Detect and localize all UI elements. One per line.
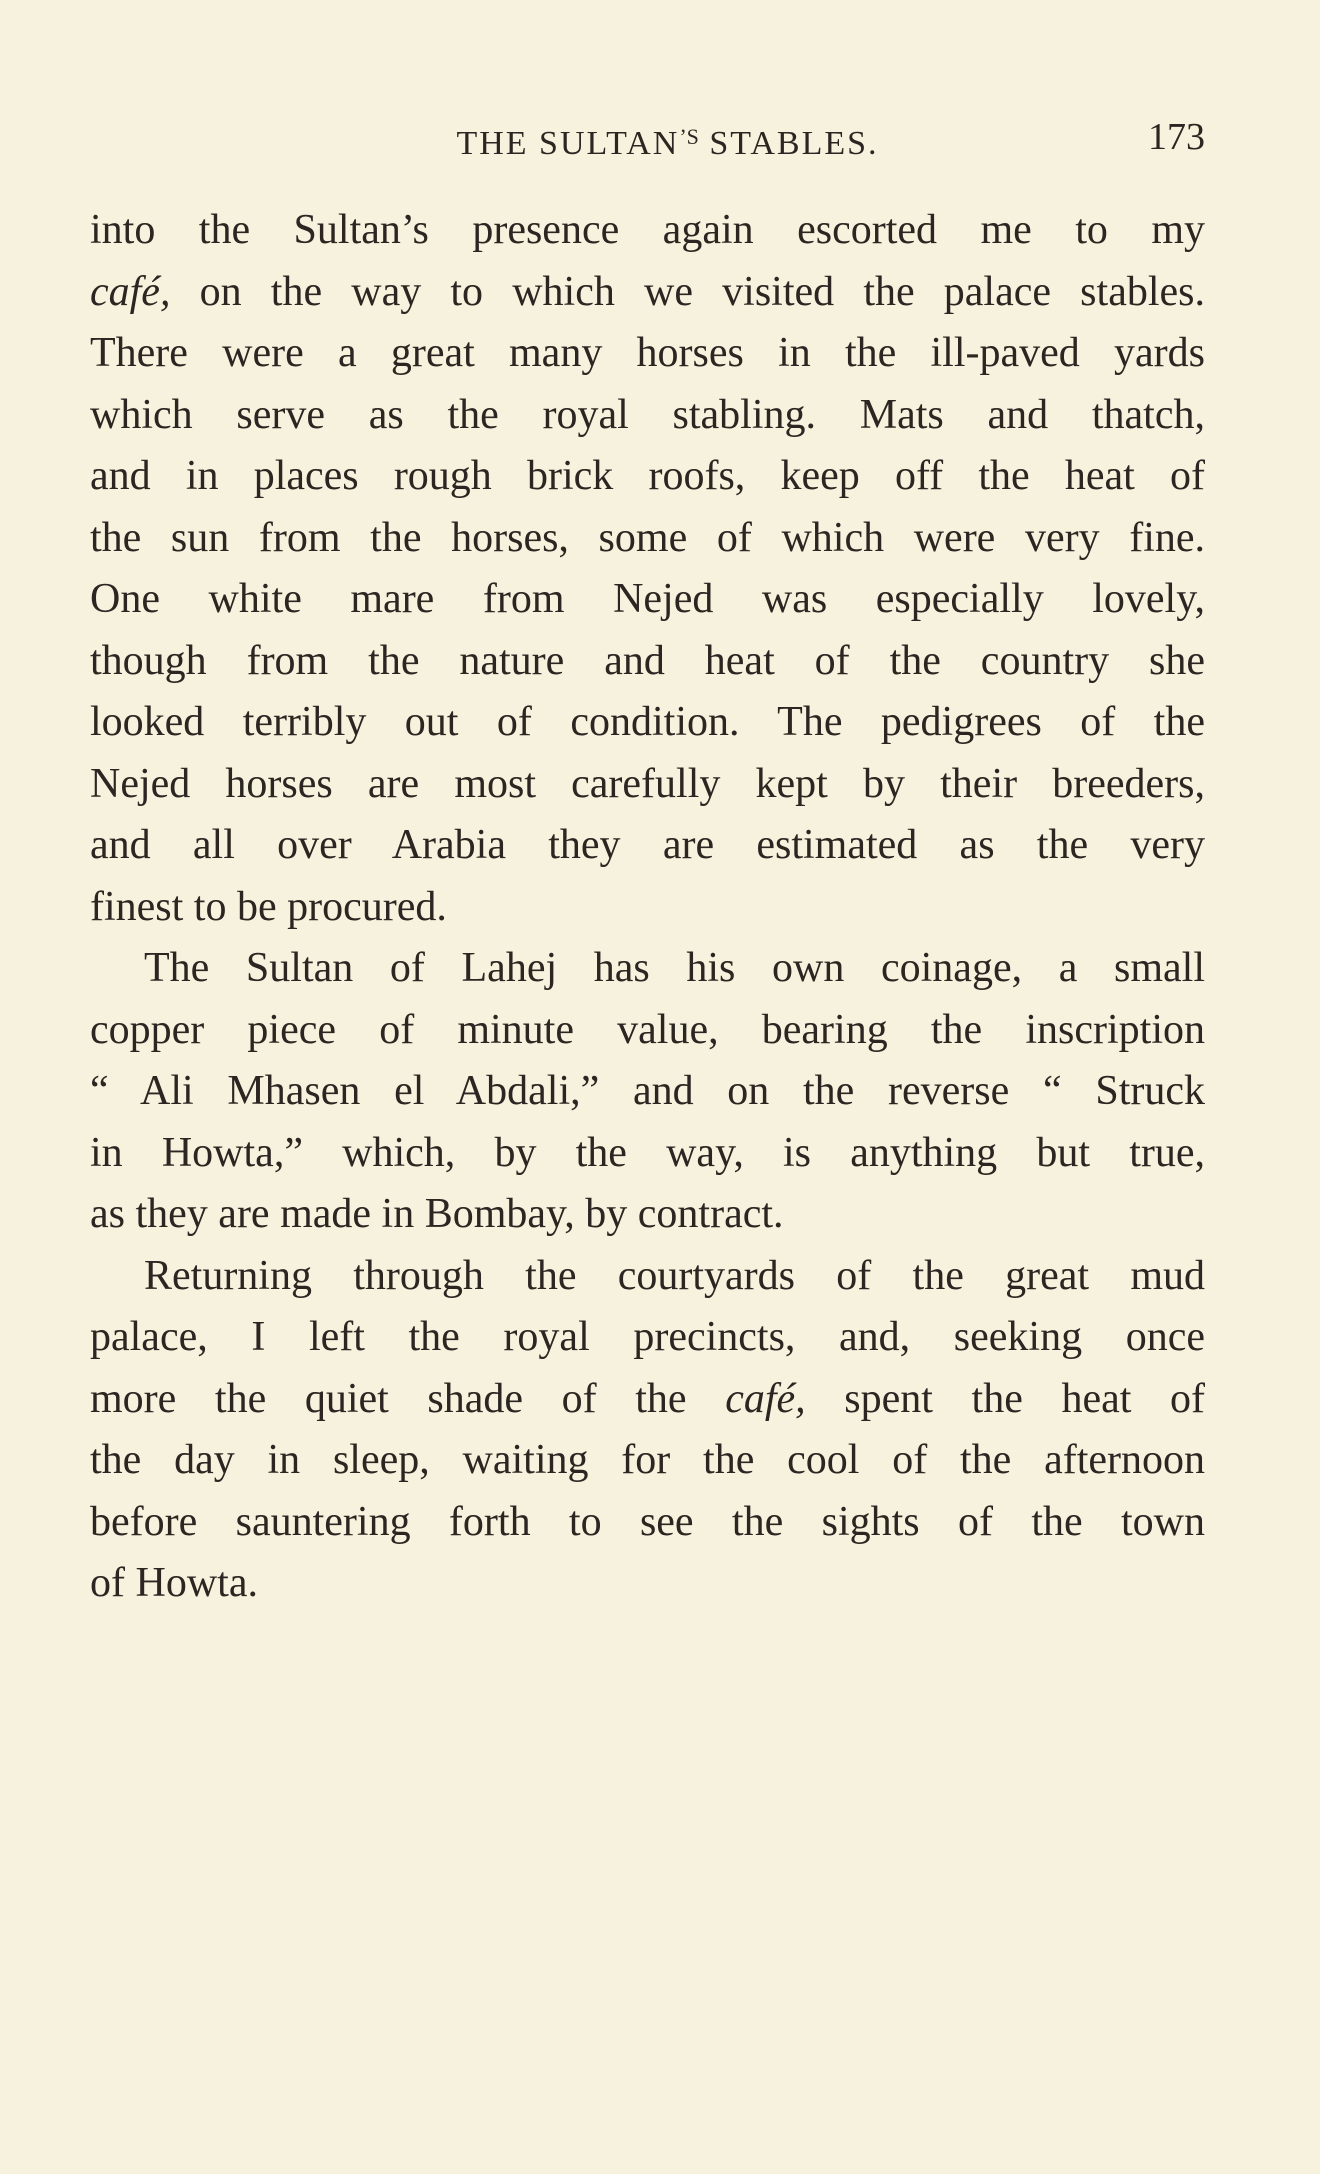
text-line-23: of Howta. [90, 1560, 258, 1606]
text-line-19: palace, I left the royal precincts, and, seeking once [90, 1314, 1205, 1360]
text-line-6: the sun from the horses, some of which were very fine. [90, 514, 1205, 561]
running-title-small-s: S [686, 124, 699, 149]
text-line-2-rest: on the way to which we visited the palace stables. [170, 268, 1205, 315]
text-line-9: looked terribly out of condition. The pedigrees of the [90, 699, 1205, 745]
body-text [90, 200, 1205, 1615]
text-line-17: as they are made in Bombay, by contract. [90, 1191, 784, 1237]
text-line-11: and all over Arabia they are estimated as the very [90, 822, 1205, 868]
text-line-4: which serve as the royal stabling. Mats and thatch, [90, 391, 1205, 438]
running-title-part2: STABLES. [698, 125, 879, 162]
text-line-21: the day in sleep, waiting for the cool of the afternoon [90, 1437, 1205, 1483]
text-line-13: The Sultan of Lahej has his own coinage, a small [144, 945, 1205, 991]
text-line-22: before sauntering forth to see the sights of the town [90, 1498, 1205, 1545]
running-title [90, 112, 1205, 169]
running-title-apostrophe: ’ [679, 124, 687, 149]
running-title-part1: THE SULTAN [456, 125, 680, 162]
text-line-20-start: more the quiet shade of the [90, 1375, 726, 1422]
text-line-16: in Howta,” which, by the way, is anything but true, [90, 1129, 1205, 1176]
page-number: 173 [1148, 116, 1205, 158]
text-line-20 [90, 1369, 1205, 1431]
text-line-15: “ Ali Mhasen el Abdali,” and on the reverse “ Struck [90, 1068, 1205, 1114]
text-line-10: Nejed horses are most carefully kept by their breeders, [90, 760, 1205, 807]
running-head [90, 112, 1205, 162]
text-line-7: One white mare from Nejed was especially lovely, [90, 576, 1205, 622]
italic-word: café, [725, 1375, 806, 1422]
text-line-2 [90, 262, 1205, 324]
text-line-3: There were a great many horses in the ill-paved yards [90, 330, 1205, 376]
text-line-12: finest to be procured. [90, 883, 447, 930]
text-line-18: Returning through the courtyards of the great mud [144, 1252, 1205, 1299]
text-line-8: though from the nature and heat of the country she [90, 637, 1205, 684]
text-line-20-end: spent the heat of [805, 1375, 1205, 1422]
italic-word: café, [90, 268, 171, 315]
text-line-1: into the Sultan’s presence again escorted me to my [90, 207, 1205, 253]
text-line-5: and in places rough brick roofs, keep off the heat of [90, 453, 1205, 499]
text-line-14: copper piece of minute value, bearing the inscription [90, 1006, 1205, 1053]
